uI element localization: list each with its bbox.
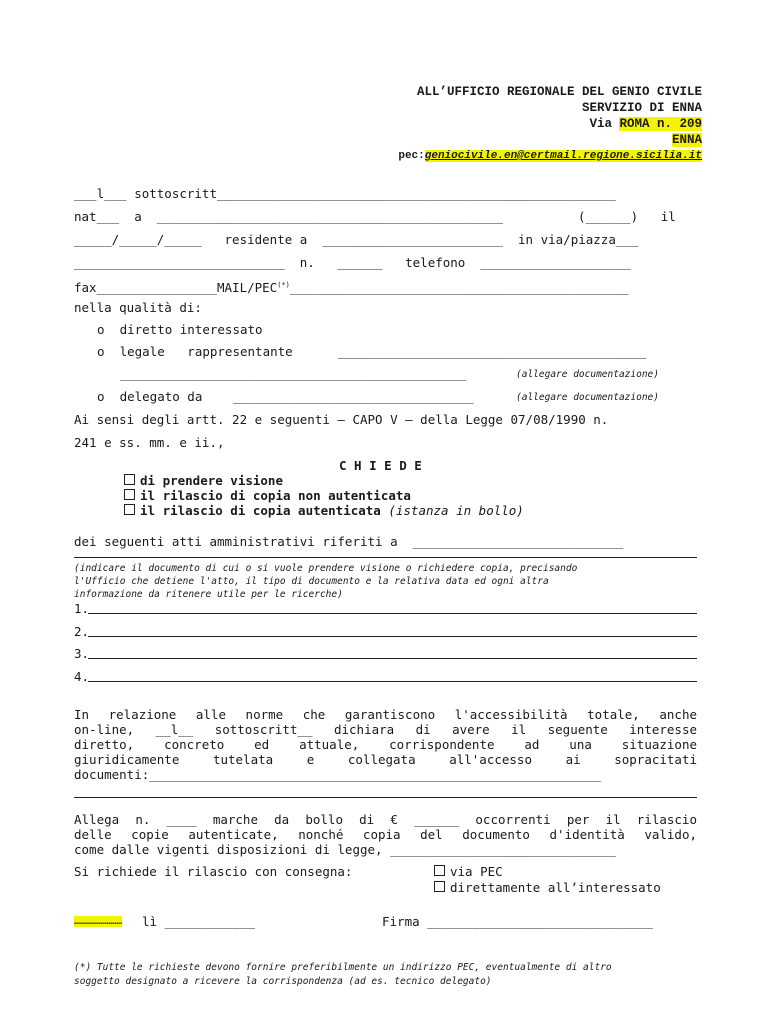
acts-instruction-2: l'Ufficio che detiene l'atto, il tipo di documento e la relativa data ed ogni altra [74,576,549,587]
attachments-line-1: Allega n. ____ marche da bollo di € ______ occorrenti per il rilascio [74,812,697,827]
place-highlight: …………………… [74,916,123,927]
legal-rep-cont-line[interactable]: ______________________________________________ [120,366,467,381]
interest-paragraph-line-4: giuridicamente tutelata e collegata all'accesso ai sopracitati [74,752,697,767]
act-item-2-line[interactable] [88,636,697,637]
attachments-line-2: delle copie autenticate, nonché copia del documento d'identità valido, [74,827,697,842]
addressee-line-1: ALL’UFFICIO REGIONALE DEL GENIO CIVILE [416,85,702,99]
pec-label: pec: [398,150,425,162]
act-item-1-line[interactable] [88,613,697,614]
attach-docs-note-2: (allegare documentazione) [516,392,659,403]
interest-paragraph-line-2: on-line, __l__ sottoscritt__ dichiara di avere il seguente interesse [74,722,697,737]
acts-instruction-3: informazione da ritenere utile per le ricerche) [74,589,343,600]
signature-field[interactable]: Firma ______________________________ [382,914,653,929]
request-heading: C H I E D E [339,458,422,473]
documents-field[interactable]: documenti:____________________________________________________________ [74,767,601,782]
footnote-line-2: soggetto designato a ricevere la corrispondenza (ad es. tecnico delegato) [74,976,492,987]
undersigned-field[interactable]: ___l___ sottoscritt_____________________________________________________ [74,186,616,201]
born-at-field[interactable]: nat___ a ______________________________________________ [74,209,503,224]
act-item-4-number: 4. [74,669,90,684]
date-field[interactable]: lì ____________ [142,914,255,929]
act-item-3-number: 3. [74,646,90,661]
request-view[interactable] [124,473,283,488]
city-highlight: ENNA [671,133,702,147]
acts-instruction-1: (indicare il documento di cui o si vuole prendere visione o richiedere copia, precisando [74,563,578,574]
stamp-duty-note: (istanza in bollo) [388,503,524,518]
act-item-4-line[interactable] [88,681,697,682]
act-item-3-line[interactable] [88,658,697,659]
delegate-line[interactable]: ________________________________ [233,389,474,404]
request-copy-plain-label: il rilascio di copia non autenticata [140,488,411,503]
request-copy-plain[interactable] [124,488,411,503]
delivery-label: Si richiede il rilascio con consegna: [74,864,353,879]
footnote-marker: (*) [277,281,290,289]
place-field[interactable] [74,914,122,929]
delivery-option-pec[interactable] [434,864,503,879]
checkbox-icon[interactable] [434,881,445,892]
fax-mail-label: fax________________MAIL/PEC [74,280,278,296]
interest-paragraph-line-1: In relazione alle norme che garantiscono l'accessibilità totale, anche [74,707,697,722]
pec-email-link[interactable]: geniocivile.en@certmail.regione.sicilia.it [424,150,702,162]
checkbox-icon[interactable] [124,489,135,500]
acts-field[interactable]: dei seguenti atti amministrativi riferiti a ____________________________ [74,534,624,549]
act-item-1-number: 1. [74,601,90,616]
province-date-field[interactable]: (______) il [578,209,676,224]
documents-extra-line[interactable] [74,797,697,798]
address-phone-field[interactable]: ____________________________ n. ______ telefono ____________________ [74,255,631,270]
legal-rep-line[interactable]: _________________________________________ [338,344,647,359]
delivery-option-direct-label: direttamente all’interessato [450,880,661,895]
attach-docs-note-1: (allegare documentazione) [516,369,659,380]
checkbox-icon[interactable] [434,865,445,876]
birthdate-residence-field[interactable]: _____/_____/_____ residente a ________________________ in via/piazza___ [74,232,639,247]
delivery-option-pec-label: via PEC [450,864,503,879]
attachments-line-3[interactable]: come dalle vigenti disposizioni di legge, ______________________________ [74,842,616,857]
delivery-option-direct[interactable] [434,880,661,895]
law-reference-2: 241 e ss. mm. e ii., [74,435,225,450]
option-legal-representative[interactable]: o legale rappresentante [97,344,293,359]
request-copy-certified[interactable] [124,503,524,518]
law-reference-1: Ai sensi degli artt. 22 e seguenti – CAPO V – della Legge 07/08/1990 n. [74,412,609,427]
street-highlight: ROMA n. 209 [619,117,702,131]
acts-extra-line[interactable] [74,557,697,558]
addressee-street [589,117,702,132]
option-delegate[interactable]: o delegato da [97,389,203,404]
street-prefix: Via [589,117,620,131]
request-copy-certified-label: il rilascio di copia autenticata [140,503,381,518]
addressee-line-2: SERVIZIO DI ENNA [581,101,702,115]
pec-line [398,149,702,164]
checkbox-icon[interactable] [124,474,135,485]
act-item-2-number: 2. [74,624,90,639]
request-view-label: di prendere visione [140,473,283,488]
checkbox-icon[interactable] [124,504,135,515]
addressee-city [672,133,702,148]
mail-line: _____________________________________________ [289,280,629,296]
fax-mail-field[interactable] [74,278,629,295]
interest-paragraph-line-3: diretto, concreto ed attuale, corrispondente ad una situazione [74,737,697,752]
footnote-line-1: (*) Tutte le richieste devono fornire preferibilmente un indirizzo PEC, eventualmente di altro [74,962,612,973]
option-direct-interest[interactable]: o diretto interessato [97,322,263,337]
capacity-label: nella qualità di: [74,300,202,315]
